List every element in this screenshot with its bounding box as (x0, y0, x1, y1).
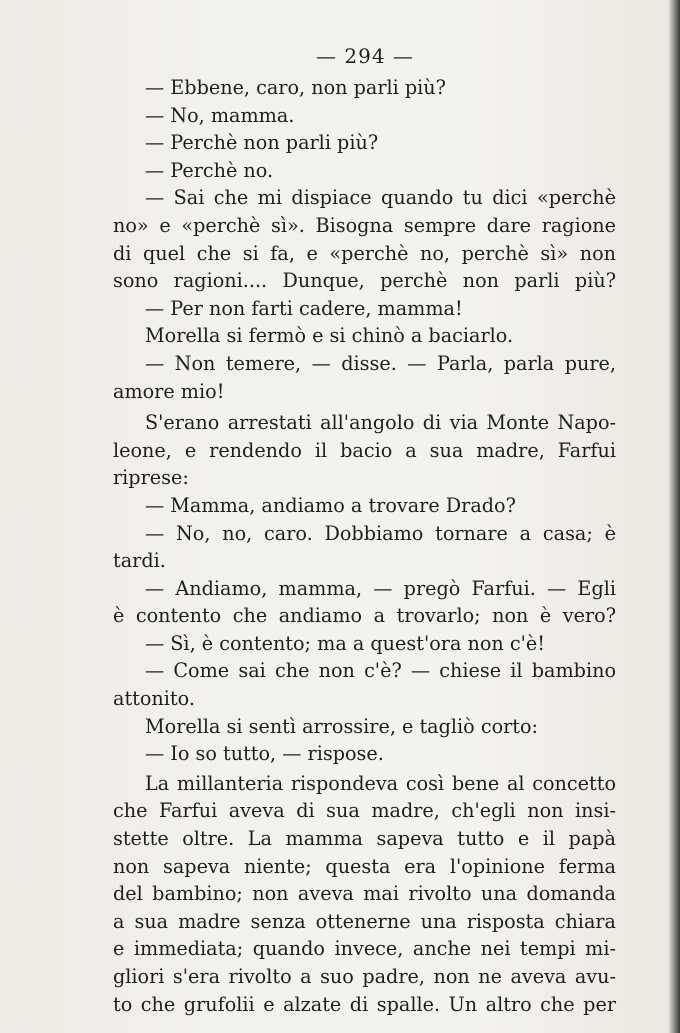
text-line: — No, mamma. (145, 103, 295, 127)
page-number: — 294 — (316, 44, 414, 68)
text-line: Morella si sentì arrossire, e tagliò corto: (145, 714, 539, 738)
text-line: gliori s'era rivolto a suo padre, non ne aveva avu- (113, 965, 616, 988)
text-line: — No, no, caro. Dobbiamo tornare a casa; è (145, 521, 616, 545)
text-line: — Sai che mi dispiace quando tu dici «perchè (145, 186, 616, 210)
text-line: sono ragioni.... Dunque, perchè non parli più? (113, 269, 616, 293)
text-line: no» e «perchè sì». Bisogna sempre dare ragione (113, 213, 616, 237)
text-line: — Non temere, — disse. — Parla, parla pure, (145, 351, 616, 375)
text-line: che Farfui aveva di sua madre, ch'egli non insi- (113, 799, 616, 823)
text-line: — Come sai che non c'è? — chiese il bambino (145, 659, 616, 683)
text-line: attonito. (113, 687, 195, 711)
text-line: amore mio! (113, 379, 225, 403)
text-line: — Perchè no. (145, 158, 274, 182)
text-line: del bambino; non aveva mai rivolto una domanda (113, 882, 616, 906)
text-line: to che grufolii e alzate di spalle. Un altro che per (113, 992, 616, 1016)
text-line: stette oltre. La mamma sapeva tutto e il papà (113, 827, 616, 851)
text-line: — Per non farti cadere, mamma! (145, 296, 463, 320)
text-line: è contento che andiamo a trovarlo; non è vero? (113, 604, 616, 628)
text-line: riprese: (113, 466, 189, 490)
text-line: di quel che si fa, e «perchè no, perchè sì» non (113, 241, 616, 265)
text-line: — Perchè non parli più? (145, 131, 379, 155)
text-line: leone, e rendendo il bacio a sua madre, Farfui (113, 438, 616, 462)
text-line: — Mamma, andiamo a trovare Drado? (145, 493, 516, 517)
text-line: La millanteria rispondeva così bene al concetto (145, 771, 616, 795)
body-text (113, 74, 616, 1018)
text-line: — Io so tutto, — rispose. (145, 742, 384, 766)
text-line: Morella si fermò e si chinò a baciarlo. (145, 324, 514, 348)
text-line: tardi. (113, 549, 166, 573)
text-line: — Ebbene, caro, non parli più? (145, 76, 446, 99)
text-line: e immediata; quando invece, anche nei tempi mi- (113, 937, 616, 961)
text-line: a sua madre senza ottenerne una risposta chiara (113, 909, 616, 933)
text-line: S'erano arrestati all'angolo di via Monte Napo- (145, 411, 616, 435)
page-binding-edge (668, 0, 680, 1033)
text-line: — Andiamo, mamma, — pregò Farfui. — Egli (145, 576, 616, 600)
text-line: — Sì, è contento; ma a quest'ora non c'è! (145, 631, 545, 655)
text-line: non sapeva niente; questa era l'opinione ferma (113, 854, 616, 878)
